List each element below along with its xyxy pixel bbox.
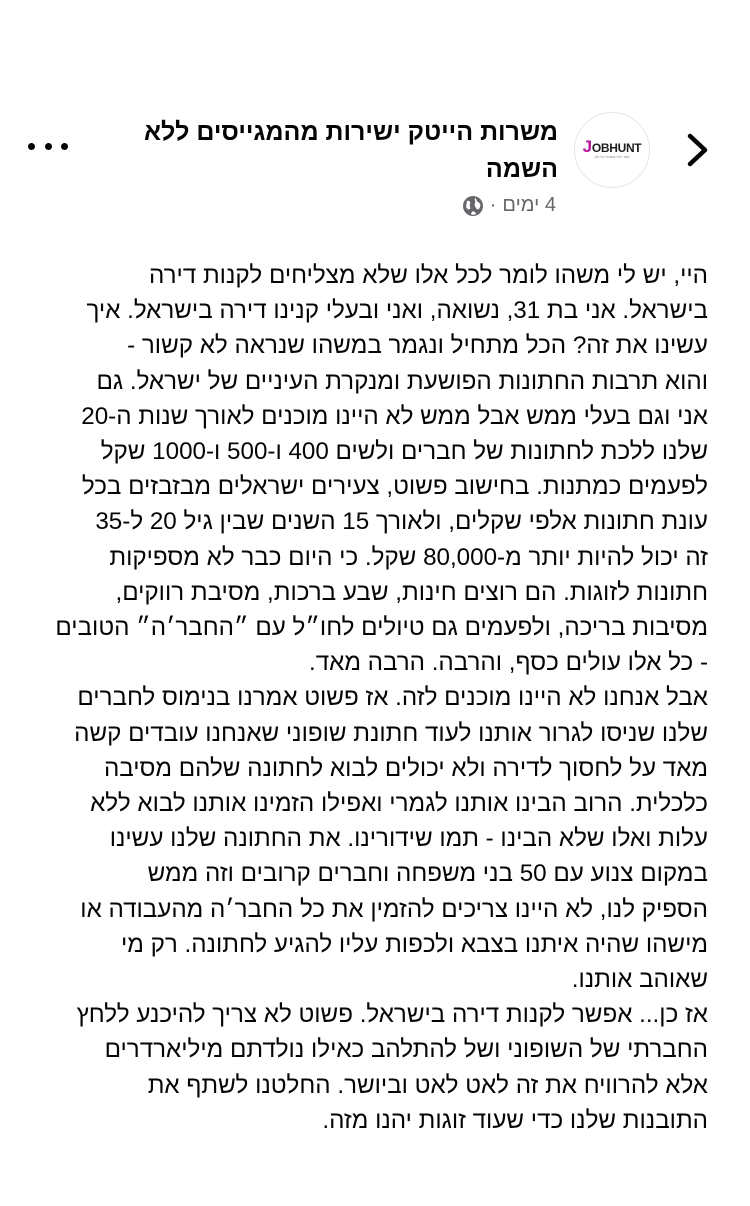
back-button[interactable] bbox=[682, 130, 712, 170]
text-line: אני וגם בעלי ממש אבל ממש לא היינו מוכנים לאורך שנות ה-20 bbox=[81, 402, 708, 430]
text-line: במקום צנוע עם 50 בני משפחה וחברים קרובים וזה ממש bbox=[147, 860, 708, 888]
more-options-button[interactable] bbox=[28, 136, 68, 156]
post-meta bbox=[462, 194, 556, 217]
text-line: בישראל. אני בת 31, נשואה, ואני ובעלי קנינו דירה בישראל. איך bbox=[86, 297, 708, 325]
text-line: - כל אלו עולים כסף, והרבה. הרבה מאד. bbox=[309, 649, 708, 677]
text-line: לפעמים כמתנות. בחישוב פשוט, צעירים ישראלים מבזבזים בכל bbox=[81, 473, 708, 501]
post-paragraph bbox=[18, 258, 708, 680]
group-name-line: משרות הייטק ישירות מהמגייסים ללא bbox=[143, 118, 558, 146]
group-name-line: השמה bbox=[485, 155, 558, 183]
more-options-icon bbox=[61, 143, 68, 150]
meta-separator: · bbox=[489, 194, 497, 216]
text-line: עונת חתונות אלפי שקלים, ולאורך 15 השנים שבין גיל 20 ל-35 bbox=[95, 508, 708, 536]
globe-icon bbox=[462, 195, 484, 217]
post-header bbox=[0, 112, 750, 232]
text-line: עלות ואלו שלא הבינו - תמו שידורינו. את החתונה שלנו עשינו bbox=[109, 825, 708, 853]
text-line: שלנו ללכת לחתונות של חברים ולשים 400 ו-500 ו-1000 שקל bbox=[100, 438, 708, 466]
text-line: שאוהב אותנו. bbox=[571, 966, 708, 994]
text-line: מאד על לחסוך לדירה ולא יכולים לבוא לחתונה שלהם מסיבה bbox=[103, 754, 708, 782]
post-text bbox=[18, 258, 708, 1138]
more-options-icon bbox=[45, 143, 52, 150]
text-line: זה יכול להיות יותר מ-80,000 שקל. כי היום כבר לא מספיקות bbox=[109, 543, 708, 571]
chevron-right-icon bbox=[682, 130, 712, 170]
text-line: אבל אנחנו לא היינו מוכנים לזה. אז פשוט אמרנו בנימוס לחברים bbox=[77, 684, 708, 712]
text-line: שלנו שניסו לגרור אותנו לעוד חתונת שופוני שאנחנו עובדים קשה bbox=[74, 719, 708, 747]
text-line: כלכלית. הרוב הבינו אותנו לגמרי ואפילו הזמינו אותנו לבוא ללא bbox=[90, 790, 708, 818]
text-line: הספיק לנו, לא היינו צריכים להזמין את כל החבר׳ה מהעבודה או bbox=[80, 895, 708, 923]
jobhunt-logo: JOBHUNT bbox=[582, 137, 642, 156]
text-line: מישהו שהיה איתנו בצבא ולכפות עליו להגיע לחתונה. רק מי bbox=[120, 930, 708, 958]
post-paragraph bbox=[18, 997, 708, 1138]
text-line: החברתי של השופוני ושל להתלהב כאילו נולדתם מיליארדרים bbox=[104, 1036, 708, 1064]
text-line: והוא תרבות החתונות הפושעת ומנקרת העיניים של ישראל. גם bbox=[96, 367, 708, 395]
text-line: התובנות שלנו כדי שעוד זוגות יהנו מזה. bbox=[322, 1106, 708, 1134]
text-line: היי, יש לי משהו לומר לכל אלו שלא מצליחים לקנות דירה bbox=[149, 262, 708, 289]
more-options-icon bbox=[28, 143, 35, 150]
group-name[interactable] bbox=[128, 114, 558, 188]
text-line: מסיבות בריכה, ולפעמים גם טיולים לחו״ל עם ״החבר׳ה״ הטובים bbox=[55, 614, 708, 642]
text-line: אז כן... אפשר לקנות דירה בישראל. פשוט לא צריך להיכנע ללחץ bbox=[76, 1001, 708, 1029]
text-line: אלא להרוויח את זה לאט לאט וביושר. החלטנו לשתף את bbox=[147, 1071, 708, 1099]
logo-tagline: אתר לוח משרות היי טק bbox=[594, 155, 630, 159]
text-line: חתונות לזוגות. הם רוצים חינות, שבע ברכות, מסיבת רווקים, bbox=[115, 578, 708, 606]
post-time[interactable]: 4 ימים bbox=[502, 194, 556, 216]
text-line: עשינו את זה? הכל מתחיל ונגמר במשהו שנראה לא קשור - bbox=[127, 332, 708, 360]
group-avatar[interactable] bbox=[574, 112, 650, 188]
post-paragraph bbox=[18, 680, 708, 997]
